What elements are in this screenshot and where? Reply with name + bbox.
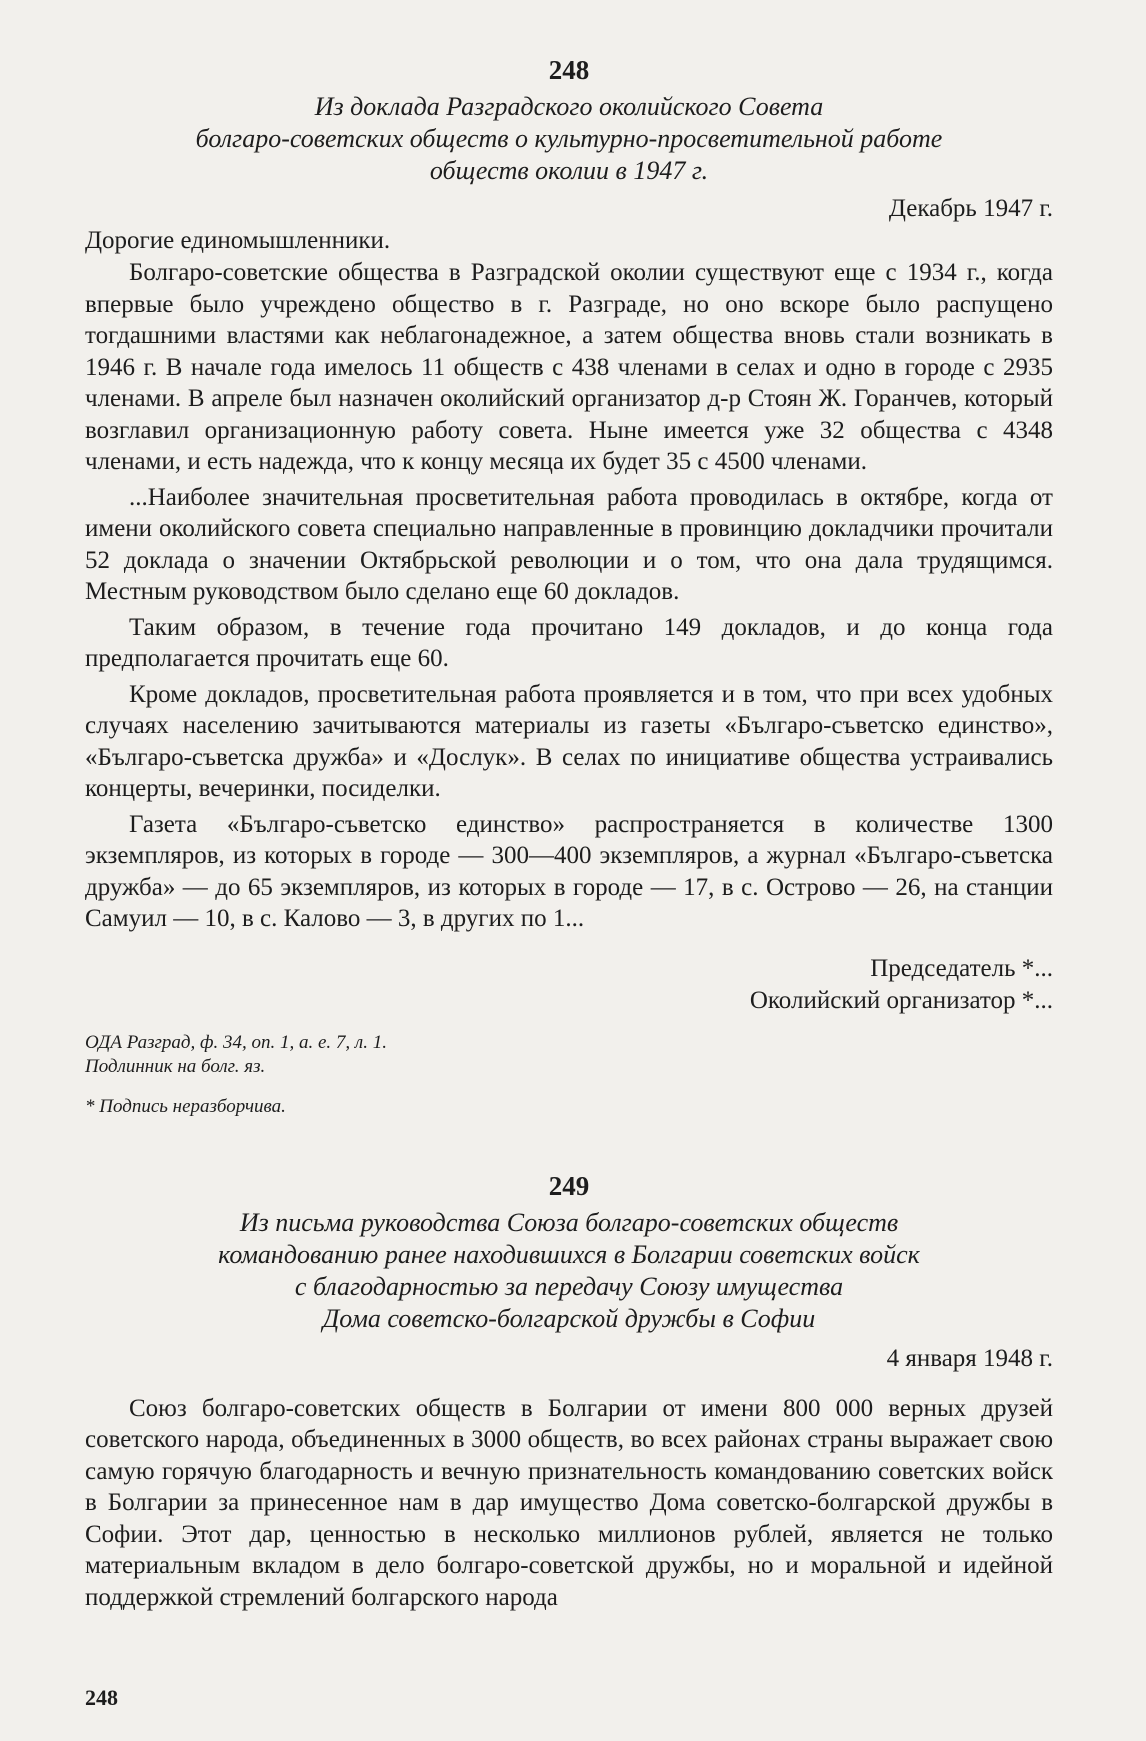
- title-line: Из письма руководства Союза болгаро-советских обществ: [239, 1207, 899, 1237]
- document-number-249: 249: [548, 1170, 590, 1201]
- paragraph: Таким образом, в течение года прочитано 149 докладов, и до конца года предполагается прочитать еще 60.: [85, 613, 1053, 672]
- title-line: командованию ранее находившихся в Болгарии советских войск: [218, 1239, 920, 1269]
- paragraph: ...Наиболее значительная просветительная работа проводилась в октябре, когда от имени околийского совета специально направленные в провинцию докладчики прочитали 52 доклада о значении Октябрьской революции и о том, что она дала трудящимся. Местным руководством было сделано еще 60 докладов.: [85, 483, 1053, 605]
- title-line: обществ околии в 1947 г.: [429, 156, 709, 185]
- archive-reference: [85, 1031, 1053, 1079]
- archive-line: ОДА Разград, ф. 34, оп. 1, а. е. 7, л. 1.: [85, 1031, 387, 1053]
- signature-block: [85, 953, 1053, 1017]
- greeting: Дорогие единомышленники.: [85, 227, 391, 254]
- signature-organizer: Околийский организатор *...: [749, 986, 1053, 1014]
- archive-line: Подлинник на болг. яз.: [85, 1055, 266, 1077]
- title-line: Дома советско-болгарской дружбы в Софии: [322, 1303, 816, 1333]
- page-number: 248: [85, 1685, 118, 1710]
- footnote: * Подпись неразборчива.: [85, 1095, 286, 1117]
- document-title-248: [85, 91, 1053, 187]
- signature-chairman: Председатель *...: [870, 954, 1053, 982]
- document-date-248: Декабрь 1947 г.: [888, 195, 1053, 222]
- document-date-249: 4 января 1948 г.: [886, 1344, 1053, 1372]
- page-content: [85, 55, 1053, 1617]
- title-line: Из доклада Разградского околийского Совета: [314, 92, 824, 121]
- paragraph: Союз болгаро-советских обществ в Болгарии от имени 800 000 верных друзей советского народа, объединенных в 3000 обществ, во всех районах страны выражает свою самую горячую благодарность и вечную признательность командованию советских войск в Болгарии за принесенное нам в дар имущество Дома советско-болгарской дружбы в Софии. Этот дар, ценностью в несколько миллионов рублей, является не только материальным вкладом в дело болгаро-советской дружбы, но и моральной и идейной поддержкой стремлений болгарского народа: [85, 1394, 1053, 1611]
- document-title-249: [85, 1207, 1053, 1335]
- paragraph: Болгаро-советские общества в Разградской околии существуют еще с 1934 г., когда впервые было учреждено общество в г. Разграде, но оно вскоре было распущено тогдашними властями как неблагонадежное, а затем общества вновь стали возникать в 1946 г. В начале года имелось 11 обществ с 438 членами в селах и одно в городе с 2935 членами. В апреле был назначен околийский организатор д-р Стоян Ж. Горанчев, который возглавил организационную работу совета. Ныне имеется уже 32 общества с 4348 членами, и есть надежда, что к концу месяца их будет 35 с 4500 членами.: [85, 259, 1053, 475]
- title-line: с благодарностью за передачу Союзу имущества: [294, 1271, 844, 1301]
- paragraph: Кроме докладов, просветительная работа проявляется и в том, что при всех удобных случаях населению зачитываются материалы из газеты «Българо-съветско единство», «Българо-съветска дружба» и «Дослук». В селах по инициативе общества устраивались концерты, вечеринки, посиделки.: [85, 680, 1053, 802]
- title-line: болгаро-советских обществ о культурно-просветительной работе: [195, 124, 943, 153]
- paragraph: Газета «Българо-съветско единство» распространяется в количестве 1300 экземпляров, из которых в городе — 300—400 экземпляров, а журнал «Българо-съветска дружба» — до 65 экземпляров, из которых в городе — 17, в с. Острово — 26, на станции Самуил — 10, в с. Калово — 3, в других по 1...: [85, 810, 1053, 932]
- document-number-248: 248: [548, 55, 590, 85]
